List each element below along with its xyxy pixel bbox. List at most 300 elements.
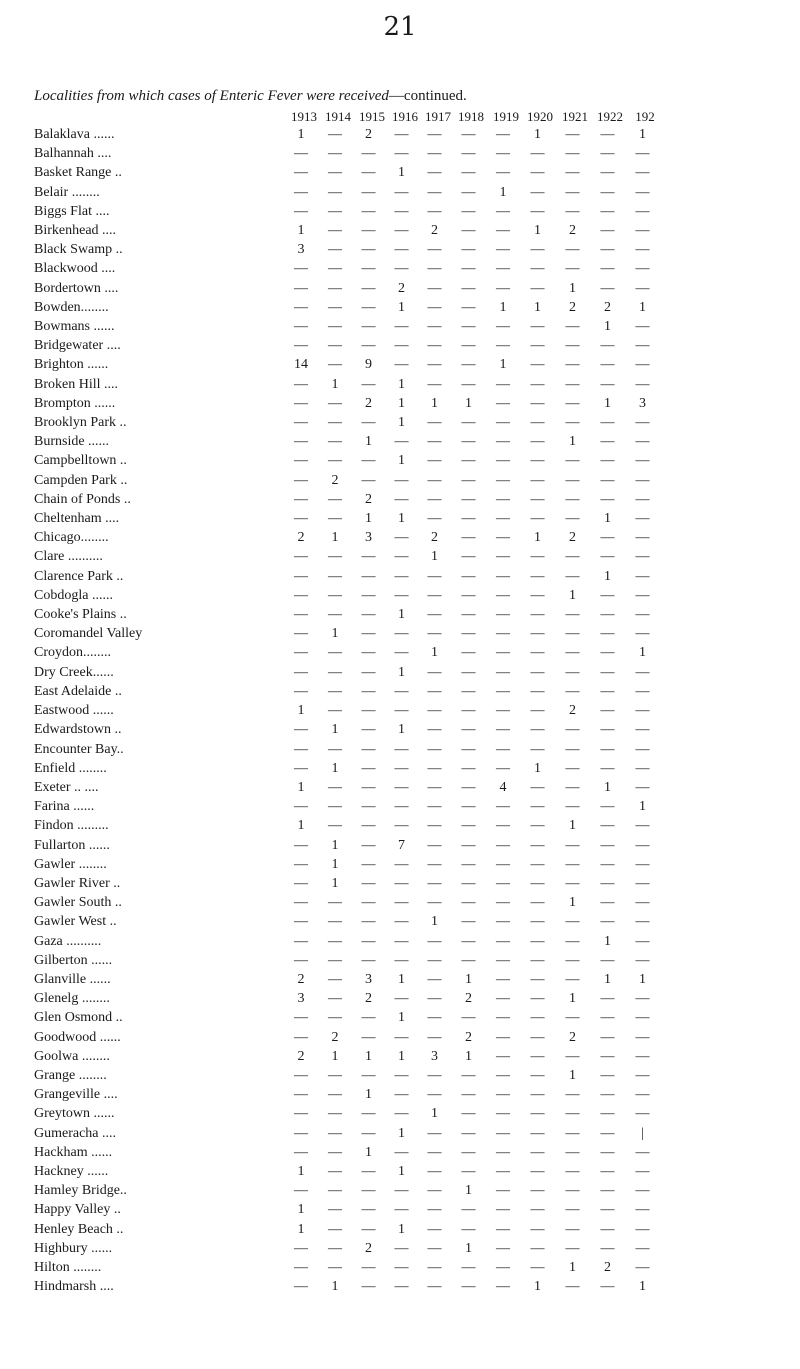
case-count: —	[294, 933, 308, 949]
case-count: —	[328, 1087, 342, 1103]
case-count: —	[361, 338, 376, 354]
case-count: —	[328, 299, 342, 315]
case-count: —	[530, 779, 545, 795]
case-count: —	[635, 703, 650, 719]
case-count: —	[294, 568, 308, 584]
table-heading	[34, 88, 794, 105]
case-count: —	[530, 875, 545, 891]
locality-name: Gumeracha ....	[34, 1125, 117, 1141]
locality-name: Gawler River ..	[34, 875, 121, 891]
table-row	[34, 528, 660, 547]
case-count: —	[600, 664, 615, 680]
case-count: —	[461, 357, 476, 373]
case-count: —	[635, 1163, 650, 1179]
case-count: —	[361, 664, 376, 680]
case-count: —	[496, 1029, 510, 1045]
case-count: —	[361, 683, 376, 699]
case-count: —	[361, 837, 376, 853]
case-count: —	[294, 664, 308, 680]
case-count: —	[565, 338, 580, 354]
table-row	[34, 1104, 660, 1123]
locality-name: Cheltenham ....	[34, 511, 120, 527]
case-count: —	[600, 1163, 615, 1179]
case-count: 3	[297, 242, 305, 258]
case-count: —	[461, 1259, 476, 1275]
case-count: —	[635, 165, 650, 181]
locality-name: Blackwood ....	[34, 261, 116, 277]
case-count: —	[328, 703, 342, 719]
case-count: —	[530, 1087, 545, 1103]
case-count: —	[635, 261, 650, 277]
case-count: —	[530, 683, 545, 699]
case-count: —	[461, 549, 476, 565]
case-count: —	[361, 1067, 376, 1083]
case-count: —	[635, 1106, 650, 1122]
case-count: —	[635, 1029, 650, 1045]
case-count: —	[530, 203, 545, 219]
case-count: —	[328, 434, 342, 450]
case-count: —	[496, 683, 510, 699]
case-count: —	[600, 1048, 615, 1064]
case-count: —	[294, 165, 308, 181]
case-count: —	[328, 1259, 342, 1275]
case-count: —	[530, 895, 545, 911]
case-count: —	[427, 299, 442, 315]
case-count: 1	[398, 1048, 405, 1064]
case-count: —	[496, 568, 510, 584]
case-count: —	[361, 242, 376, 258]
case-count: —	[565, 664, 580, 680]
case-count: —	[427, 184, 442, 200]
case-count: —	[565, 1010, 580, 1026]
case-count: 2	[465, 991, 472, 1007]
case-count: —	[328, 683, 342, 699]
case-count: —	[530, 818, 545, 834]
case-count: —	[328, 338, 342, 354]
case-count: —	[461, 472, 476, 488]
year-header-7: 1920	[527, 109, 553, 124]
case-count: —	[361, 453, 376, 469]
year-header-9: 1922	[597, 109, 623, 124]
case-count: 1	[534, 530, 541, 546]
case-count: —	[565, 779, 580, 795]
case-count: —	[496, 837, 510, 853]
case-count: —	[427, 703, 442, 719]
locality-name: Happy Valley ..	[34, 1202, 121, 1218]
case-count: —	[461, 587, 476, 603]
case-count: —	[496, 1087, 510, 1103]
case-count: —	[565, 952, 580, 968]
year-header-2: 1915	[359, 109, 385, 124]
case-count: —	[294, 1106, 308, 1122]
case-count: —	[361, 1163, 376, 1179]
case-count: —	[565, 875, 580, 891]
case-count: —	[496, 741, 510, 757]
case-count: —	[427, 1183, 442, 1199]
table-row	[34, 874, 660, 893]
case-count: —	[294, 914, 308, 930]
case-count: —	[600, 472, 615, 488]
case-count: —	[294, 280, 308, 296]
case-count: —	[496, 1202, 510, 1218]
case-count: 3	[639, 395, 646, 411]
case-count: —	[394, 587, 409, 603]
case-count: —	[361, 319, 376, 335]
locality-name: Biggs Flat ....	[34, 203, 110, 219]
case-count: —	[600, 261, 615, 277]
case-count: —	[461, 914, 476, 930]
case-count: —	[427, 472, 442, 488]
case-count: —	[427, 837, 442, 853]
locality-name: Croydon........	[34, 645, 111, 661]
case-count: —	[461, 415, 476, 431]
case-count: —	[427, 242, 442, 258]
table-row	[34, 1200, 660, 1219]
case-count: —	[427, 415, 442, 431]
case-count: —	[328, 779, 342, 795]
case-count: —	[635, 1087, 650, 1103]
table-row	[34, 624, 660, 643]
case-count: —	[635, 664, 650, 680]
case-count: —	[328, 203, 342, 219]
case-count: —	[294, 683, 308, 699]
table-row	[34, 471, 660, 490]
case-count: —	[530, 549, 545, 565]
heading-title: Localities from which cases of Enteric Fever were received	[34, 88, 389, 104]
locality-name: Henley Beach ..	[34, 1221, 124, 1237]
case-count: —	[328, 645, 342, 661]
case-count: 1	[398, 664, 405, 680]
case-count: —	[600, 703, 615, 719]
case-count: —	[294, 1010, 308, 1026]
table-row	[34, 951, 660, 970]
case-count: —	[635, 1183, 650, 1199]
case-count: —	[361, 587, 376, 603]
case-count: —	[328, 395, 342, 411]
case-count: 1	[569, 1259, 576, 1275]
case-count: —	[496, 1106, 510, 1122]
case-count: —	[427, 1259, 442, 1275]
locality-name: Fullarton ......	[34, 837, 110, 853]
case-count: —	[427, 1029, 442, 1045]
case-count: —	[427, 971, 442, 987]
case-count: —	[530, 703, 545, 719]
case-count: 1	[331, 626, 339, 642]
case-count: —	[530, 184, 545, 200]
locality-name: Chicago........	[34, 530, 109, 546]
case-count: —	[600, 1240, 615, 1256]
case-count: —	[294, 1259, 308, 1275]
case-count: —	[461, 1067, 476, 1083]
case-count: —	[294, 895, 308, 911]
case-count: —	[635, 875, 650, 891]
case-count: —	[394, 799, 409, 815]
case-count: —	[530, 1125, 545, 1141]
case-count: —	[496, 703, 510, 719]
case-count: 1	[331, 530, 339, 546]
case-count: —	[394, 952, 409, 968]
case-count: —	[461, 645, 476, 661]
case-count: —	[328, 511, 342, 527]
case-count: —	[565, 1183, 580, 1199]
locality-name: Campden Park ..	[34, 472, 128, 488]
case-count: —	[427, 146, 442, 162]
case-count: —	[461, 376, 476, 392]
case-count: —	[427, 1010, 442, 1026]
case-count: 1	[499, 299, 507, 315]
case-count: —	[635, 319, 650, 335]
case-count: —	[427, 818, 442, 834]
locality-name: Dry Creek......	[34, 664, 114, 680]
table-row	[34, 451, 660, 470]
case-count: —	[635, 511, 650, 527]
table-row	[34, 778, 660, 797]
case-count: —	[461, 895, 476, 911]
case-count: —	[328, 895, 342, 911]
case-count: —	[427, 1067, 442, 1083]
case-count: —	[294, 837, 308, 853]
case-count: 1	[534, 223, 541, 239]
case-count: —	[496, 1240, 510, 1256]
case-count: —	[394, 357, 409, 373]
case-count: —	[427, 875, 442, 891]
case-count: —	[530, 319, 545, 335]
case-count: —	[530, 434, 545, 450]
locality-name: Exeter .. ....	[34, 779, 99, 795]
case-count: —	[294, 645, 308, 661]
case-count: —	[361, 1259, 376, 1275]
case-count: —	[328, 741, 342, 757]
case-count: —	[496, 1259, 510, 1275]
case-count: 1	[569, 434, 576, 450]
case-count: —	[427, 991, 442, 1007]
locality-name: Eastwood ......	[34, 703, 114, 719]
case-count: —	[361, 722, 376, 738]
case-count: —	[427, 1202, 442, 1218]
case-count: —	[496, 549, 510, 565]
case-count: —	[600, 741, 615, 757]
case-count: —	[461, 607, 476, 623]
case-count: —	[635, 223, 650, 239]
case-count: —	[461, 683, 476, 699]
case-count: —	[294, 453, 308, 469]
case-count: —	[635, 453, 650, 469]
table-row	[34, 279, 660, 298]
case-count: —	[461, 319, 476, 335]
case-count: 1	[639, 299, 646, 315]
case-count: —	[394, 760, 409, 776]
locality-name: Cooke's Plains ..	[34, 607, 127, 623]
case-count: 1	[398, 1010, 405, 1026]
table-row	[34, 432, 660, 451]
case-count: 3	[297, 991, 305, 1007]
case-count: 1	[398, 415, 405, 431]
case-count: —	[427, 626, 442, 642]
locality-name: Glen Osmond ..	[34, 1010, 123, 1026]
table-row	[34, 701, 660, 720]
case-count: —	[461, 1144, 476, 1160]
locality-name: Black Swamp ..	[34, 242, 123, 258]
case-count: —	[530, 607, 545, 623]
case-count: —	[461, 453, 476, 469]
table-row	[34, 221, 660, 240]
case-count: —	[328, 223, 342, 239]
case-count: —	[600, 434, 615, 450]
case-count: —	[328, 1202, 342, 1218]
case-count: —	[635, 760, 650, 776]
case-count: —	[600, 587, 615, 603]
case-count: —	[294, 722, 308, 738]
table-row	[34, 240, 660, 259]
case-count: —	[461, 1163, 476, 1179]
table-row	[34, 144, 660, 163]
table-row	[34, 355, 660, 374]
table-row	[34, 1047, 660, 1066]
case-count: —	[565, 453, 580, 469]
case-count: —	[600, 991, 615, 1007]
year-header-0: 1913	[291, 109, 317, 124]
case-count: —	[328, 453, 342, 469]
case-count: —	[328, 1221, 342, 1237]
case-count: —	[461, 856, 476, 872]
case-count: —	[496, 530, 510, 546]
locality-name: Balhannah ....	[34, 146, 112, 162]
case-count: 1	[639, 799, 646, 815]
case-count: —	[361, 1279, 376, 1295]
case-count: —	[635, 856, 650, 872]
case-count: 2	[365, 491, 372, 507]
case-count: —	[394, 914, 409, 930]
case-count: —	[461, 568, 476, 584]
case-count: —	[635, 1259, 650, 1275]
case-count: —	[635, 491, 650, 507]
case-count: —	[635, 1010, 650, 1026]
table-row	[34, 1162, 660, 1181]
case-count: —	[394, 645, 409, 661]
case-count: 1	[297, 703, 305, 719]
locality-name: Greytown ......	[34, 1106, 115, 1122]
case-count: —	[565, 376, 580, 392]
case-count: —	[461, 1202, 476, 1218]
case-count: —	[600, 799, 615, 815]
case-count: —	[635, 338, 650, 354]
case-count: 1	[365, 434, 372, 450]
case-count: —	[530, 242, 545, 258]
table-row	[34, 912, 660, 931]
case-count: 2	[365, 395, 372, 411]
case-count: —	[496, 242, 510, 258]
case-count: —	[427, 357, 442, 373]
case-count: —	[496, 856, 510, 872]
case-count: —	[600, 837, 615, 853]
case-count: 2	[569, 703, 576, 719]
case-count: —	[461, 837, 476, 853]
case-count: —	[427, 319, 442, 335]
case-count: 1	[569, 280, 576, 296]
case-count: —	[600, 1087, 615, 1103]
table-row	[34, 663, 660, 682]
case-count: —	[530, 856, 545, 872]
case-count: —	[461, 1125, 476, 1141]
case-count: 2	[604, 299, 611, 315]
case-count: —	[565, 319, 580, 335]
year-header-5: 1918	[458, 109, 484, 124]
table-row	[34, 163, 660, 182]
case-count: —	[635, 530, 650, 546]
locality-name: Clare ..........	[34, 549, 103, 565]
locality-name: Gawler ........	[34, 856, 107, 872]
case-count: —	[427, 280, 442, 296]
case-count: —	[461, 626, 476, 642]
case-count: —	[461, 1010, 476, 1026]
case-count: —	[496, 914, 510, 930]
case-count: 1	[604, 779, 611, 795]
locality-name: Hackham ......	[34, 1144, 113, 1160]
case-count: —	[496, 376, 510, 392]
case-count: —	[530, 165, 545, 181]
table-row	[34, 855, 660, 874]
case-count: —	[565, 1106, 580, 1122]
case-count: —	[530, 1202, 545, 1218]
locality-name: Goolwa ........	[34, 1048, 110, 1064]
case-count: 1	[604, 395, 611, 411]
page-number: 21	[383, 12, 417, 42]
case-count: 1	[331, 376, 339, 392]
case-count: 2	[569, 1029, 576, 1045]
locality-name: Broken Hill ....	[34, 376, 118, 392]
case-count: —	[461, 1279, 476, 1295]
case-count: —	[565, 1048, 580, 1064]
case-count: —	[496, 933, 510, 949]
case-count: —	[427, 856, 442, 872]
case-count: —	[635, 1048, 650, 1064]
case-count: —	[600, 952, 615, 968]
case-count: —	[461, 1106, 476, 1122]
case-count: —	[496, 280, 510, 296]
case-count: —	[427, 165, 442, 181]
locality-name: Goodwood ......	[34, 1029, 121, 1045]
case-count: —	[530, 1106, 545, 1122]
case-count: —	[461, 165, 476, 181]
case-count: —	[294, 1240, 308, 1256]
case-count: —	[635, 1221, 650, 1237]
case-count: —	[294, 146, 308, 162]
case-count: —	[427, 895, 442, 911]
case-count: —	[530, 395, 545, 411]
case-count: 1	[465, 395, 472, 411]
case-count: —	[565, 914, 580, 930]
table-row	[34, 413, 660, 432]
case-count: —	[328, 1183, 342, 1199]
case-count: —	[530, 338, 545, 354]
locality-name: Grangeville ....	[34, 1087, 118, 1103]
locality-name: Bordertown ....	[34, 280, 119, 296]
case-count: —	[294, 376, 308, 392]
table-row	[34, 682, 660, 701]
case-count: 2	[331, 1029, 339, 1045]
case-count: —	[496, 165, 510, 181]
case-count: 1	[499, 184, 507, 200]
table-row	[34, 1008, 660, 1027]
case-count: —	[294, 952, 308, 968]
case-count: —	[600, 415, 615, 431]
case-count: —	[294, 203, 308, 219]
case-count: —	[427, 434, 442, 450]
case-count: —	[635, 722, 650, 738]
locality-name: Burnside ......	[34, 434, 110, 450]
case-count: —	[530, 664, 545, 680]
case-count: 1	[465, 1183, 472, 1199]
